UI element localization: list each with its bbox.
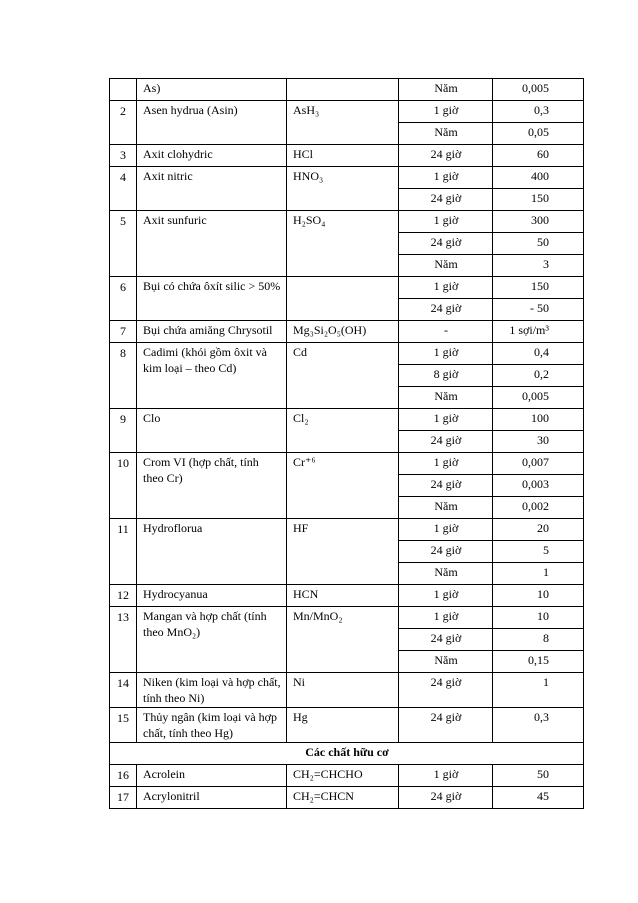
limit-value: 50 <box>493 765 584 787</box>
averaging-time: 24 giờ <box>399 299 493 321</box>
table-row <box>110 145 584 167</box>
row-number <box>110 79 137 101</box>
limit-value: 10 <box>493 607 584 629</box>
row-number: 11 <box>110 519 137 585</box>
substance-name: As) <box>137 79 287 101</box>
row-number: 8 <box>110 343 137 409</box>
averaging-time: 1 giờ <box>399 765 493 787</box>
substance-name: Crom VI (hợp chất, tính theo Cr) <box>137 453 287 519</box>
chemical-formula: Cr⁺⁶ <box>287 453 399 519</box>
averaging-time: 24 giờ <box>399 431 493 453</box>
limit-value: 0,2 <box>493 365 584 387</box>
table-row <box>110 453 584 475</box>
averaging-time: 24 giờ <box>399 475 493 497</box>
chemical-formula: CH₂=CHCHO <box>287 765 399 787</box>
row-number: 9 <box>110 409 137 453</box>
row-number: 12 <box>110 585 137 607</box>
averaging-time: 1 giờ <box>399 343 493 365</box>
averaging-time: Năm <box>399 123 493 145</box>
table-row <box>110 708 584 743</box>
chemical-formula: H₂SO₄ <box>287 211 399 277</box>
averaging-time: 1 giờ <box>399 277 493 299</box>
limit-value: 0,05 <box>493 123 584 145</box>
row-number: 15 <box>110 708 137 743</box>
substance-name: Axit clohydric <box>137 145 287 167</box>
table-row <box>110 211 584 233</box>
table-row <box>110 101 584 123</box>
averaging-time: 24 giờ <box>399 145 493 167</box>
limit-value: 1 sợi/m³ <box>493 321 584 343</box>
averaging-time: 24 giờ <box>399 233 493 255</box>
limit-value: 30 <box>493 431 584 453</box>
table-row <box>110 167 584 189</box>
averaging-time: 1 giờ <box>399 585 493 607</box>
substance-name: Niken (kim loại và hợp chất, tính theo Ni) <box>137 673 287 708</box>
chemical-formula: Mn/MnO₂ <box>287 607 399 673</box>
substance-name: Acrolein <box>137 765 287 787</box>
averaging-time: 24 giờ <box>399 673 493 708</box>
limit-value: 0,15 <box>493 651 584 673</box>
chemical-formula: CH₂=CHCN <box>287 787 399 809</box>
limit-value: 150 <box>493 277 584 299</box>
row-number: 10 <box>110 453 137 519</box>
limit-value: 0,005 <box>493 79 584 101</box>
chemical-formula: HCN <box>287 585 399 607</box>
chemical-formula <box>287 277 399 321</box>
table-row <box>110 585 584 607</box>
averaging-time: Năm <box>399 255 493 277</box>
substance-name: Axit nitric <box>137 167 287 211</box>
table-row <box>110 673 584 708</box>
averaging-time: Năm <box>399 387 493 409</box>
row-number: 14 <box>110 673 137 708</box>
limit-value: 0,3 <box>493 101 584 123</box>
limit-value: 400 <box>493 167 584 189</box>
averaging-time: 1 giờ <box>399 453 493 475</box>
averaging-time: Năm <box>399 651 493 673</box>
averaging-time: 24 giờ <box>399 189 493 211</box>
limit-value: 100 <box>493 409 584 431</box>
chemical-formula: HF <box>287 519 399 585</box>
averaging-time: Năm <box>399 79 493 101</box>
substance-name: Hydroflorua <box>137 519 287 585</box>
substance-name: Bụi chứa amiăng Chrysotil <box>137 321 287 343</box>
limits-table <box>109 78 584 809</box>
row-number: 17 <box>110 787 137 809</box>
averaging-time: 1 giờ <box>399 607 493 629</box>
limit-value: 45 <box>493 787 584 809</box>
substance-name: Mangan và hợp chất (tính theo MnO₂) <box>137 607 287 673</box>
substance-name: Asen hydrua (Asin) <box>137 101 287 145</box>
averaging-time: 24 giờ <box>399 541 493 563</box>
row-number: 4 <box>110 167 137 211</box>
chemical-formula: Cd <box>287 343 399 409</box>
limit-value: 300 <box>493 211 584 233</box>
chemical-formula <box>287 79 399 101</box>
table-row <box>110 321 584 343</box>
substance-name: Hydrocyanua <box>137 585 287 607</box>
averaging-time: - <box>399 321 493 343</box>
substance-name: Clo <box>137 409 287 453</box>
averaging-time: 8 giờ <box>399 365 493 387</box>
row-number: 6 <box>110 277 137 321</box>
limit-value: 1 <box>493 673 584 708</box>
limit-value: 0,005 <box>493 387 584 409</box>
averaging-time: 1 giờ <box>399 211 493 233</box>
chemical-formula: Cl₂ <box>287 409 399 453</box>
row-number: 5 <box>110 211 137 277</box>
limit-value: 0,007 <box>493 453 584 475</box>
substance-name: Axit sunfuric <box>137 211 287 277</box>
averaging-time: 1 giờ <box>399 409 493 431</box>
table-row <box>110 787 584 809</box>
substance-name: Cadimi (khói gồm ôxit và kim loại – theo Cd) <box>137 343 287 409</box>
table-row <box>110 343 584 365</box>
averaging-time: Năm <box>399 563 493 585</box>
limit-value: - 50 <box>493 299 584 321</box>
row-number: 7 <box>110 321 137 343</box>
section-heading: Các chất hữu cơ <box>110 743 584 765</box>
limit-value: 60 <box>493 145 584 167</box>
section-row <box>110 743 584 765</box>
averaging-time: Năm <box>399 497 493 519</box>
limit-value: 0,4 <box>493 343 584 365</box>
row-number: 2 <box>110 101 137 145</box>
chemical-formula: AsH₃ <box>287 101 399 145</box>
chemical-formula: Mg₃Si₂O₅(OH) <box>287 321 399 343</box>
averaging-time: 1 giờ <box>399 101 493 123</box>
limit-value: 5 <box>493 541 584 563</box>
table-row <box>110 765 584 787</box>
averaging-time: 1 giờ <box>399 167 493 189</box>
averaging-time: 24 giờ <box>399 787 493 809</box>
limit-value: 3 <box>493 255 584 277</box>
averaging-time: 1 giờ <box>399 519 493 541</box>
substance-name: Thủy ngân (kim loại và hợp chất, tính theo Hg) <box>137 708 287 743</box>
substance-name: Bụi có chứa ôxít silic > 50% <box>137 277 287 321</box>
limit-value: 20 <box>493 519 584 541</box>
limit-value: 10 <box>493 585 584 607</box>
table-row <box>110 607 584 629</box>
limit-value: 0,3 <box>493 708 584 743</box>
limit-value: 8 <box>493 629 584 651</box>
row-number: 16 <box>110 765 137 787</box>
chemical-formula: HNO₃ <box>287 167 399 211</box>
limit-value: 0,003 <box>493 475 584 497</box>
table-row <box>110 79 584 101</box>
table-row <box>110 409 584 431</box>
row-number: 3 <box>110 145 137 167</box>
chemical-formula: Hg <box>287 708 399 743</box>
substance-name: Acrylonitril <box>137 787 287 809</box>
averaging-time: 24 giờ <box>399 708 493 743</box>
limit-value: 150 <box>493 189 584 211</box>
chemical-formula: Ni <box>287 673 399 708</box>
limit-value: 50 <box>493 233 584 255</box>
row-number: 13 <box>110 607 137 673</box>
limit-value: 1 <box>493 563 584 585</box>
table-row <box>110 519 584 541</box>
chemical-formula: HCl <box>287 145 399 167</box>
table-row <box>110 277 584 299</box>
averaging-time: 24 giờ <box>399 629 493 651</box>
limit-value: 0,002 <box>493 497 584 519</box>
